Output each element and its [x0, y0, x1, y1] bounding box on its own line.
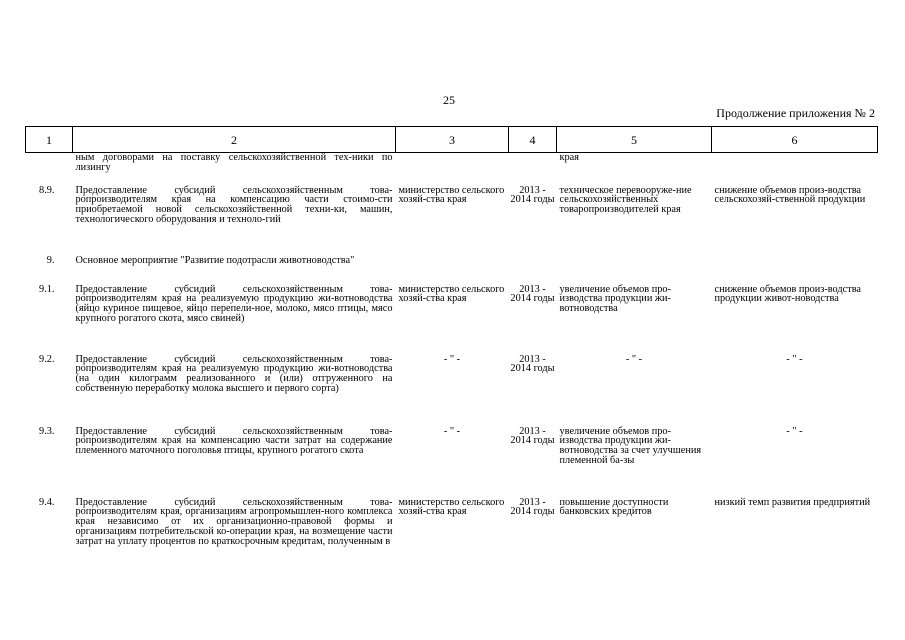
- consequence-text: увеличение объемов про-изводства продукции жи-вотноводства за счет улучшения племенной ба-зы: [559, 425, 702, 466]
- table-row: [26, 256, 878, 285]
- result-text: [712, 153, 878, 186]
- table-row: [26, 153, 878, 186]
- executor-text: министерство сельского хозяй-ства края: [398, 496, 505, 518]
- section-title: Основное мероприятие "Развитие подотрасли животноводства": [75, 254, 355, 266]
- page-number: 25: [443, 93, 455, 107]
- executor-text: - " -: [443, 353, 461, 365]
- row-number: [26, 153, 73, 186]
- table-row: [26, 186, 878, 256]
- measure-text: Предоставление субсидий сельскохозяйственным това-ропроизводителям края на компенсацию части стоимо-сти приобретаемой новой сельскохозяйственной техни-ки, машин, технологического оборудования и техноло-гий: [75, 184, 393, 225]
- table-row: [26, 427, 878, 498]
- header-col-5: 5: [557, 127, 712, 153]
- result-text: снижение объемов произ-водства продукции живот-новодства: [714, 283, 861, 305]
- measure-text: ным договорами на поставку сельскохозяйственной тех-ники по лизингу: [75, 152, 393, 173]
- row-number: 9.2.: [39, 353, 55, 365]
- period-text: [509, 153, 557, 186]
- consequence-text: повышение доступности банковских кредитов: [559, 496, 669, 518]
- row-number: 8.9.: [39, 184, 55, 196]
- period-text: 2013 - 2014 годы: [510, 353, 555, 375]
- row-number: 9.3.: [39, 425, 55, 437]
- result-text: снижение объемов произ-водства сельскохозяй-ственной продукции: [714, 184, 866, 206]
- appendix-continuation-label: Продолжение приложения № 2: [716, 106, 875, 120]
- executor-text: министерство сельского хозяй-ства края: [398, 184, 505, 206]
- executor-text: [396, 153, 509, 186]
- result-text: - " -: [786, 353, 803, 365]
- result-text: низкий темп развития предприятий: [714, 496, 871, 508]
- header-col-3: 3: [396, 127, 509, 153]
- measure-text: Предоставление субсидий сельскохозяйственным това-ропроизводителям края на реализуемую продукцию жи-вотноводства (яйцо куриное пищевое, яйцо перепели-ное, молоко, мясо птицы, мясо крупного рогатого скота, мясо свиней): [75, 283, 393, 324]
- executor-text: министерство сельского хозяй-ства края: [398, 283, 505, 305]
- table-header-row: [26, 127, 878, 153]
- executor-text: - " -: [443, 425, 461, 437]
- header-col-4: 4: [509, 127, 557, 153]
- measure-text: Предоставление субсидий сельскохозяйственным това-ропроизводителям края на реализуемую продукцию жи-вотноводства (на один килограмм реализованного и (или) отгруженного на собственную переработку молока высшего и первого сорта): [75, 353, 393, 394]
- consequence-text: края: [559, 152, 579, 163]
- header-col-1: 1: [26, 127, 73, 153]
- period-text: 2013 - 2014 годы: [510, 184, 555, 206]
- consequence-text: увеличение объемов про-изводства продукции жи-вотноводства: [559, 283, 671, 315]
- row-number: 9.: [46, 254, 55, 266]
- program-measures-table: [25, 126, 877, 568]
- consequence-text: техническое перевооруже-ние сельскохозяйственных товаропроизводителей края: [559, 184, 692, 216]
- header-col-6: 6: [712, 127, 878, 153]
- period-text: 2013 - 2014 годы: [510, 425, 555, 447]
- period-text: 2013 - 2014 годы: [510, 283, 555, 305]
- result-text: - " -: [786, 425, 803, 437]
- consequence-text: - " -: [625, 353, 643, 365]
- row-number: 9.4.: [39, 496, 55, 508]
- table-row: [26, 285, 878, 355]
- row-number: 9.1.: [39, 283, 55, 295]
- measure-text: Предоставление субсидий сельскохозяйственным това-ропроизводителям края на компенсацию части затрат на содержание племенного маточного поголовья птицы, крупного рогатого скота: [75, 425, 393, 457]
- table-row: [26, 498, 878, 568]
- measure-text: Предоставление субсидий сельскохозяйственным това-ропроизводителям края, организациям агропромышлен-ного комплекса края независимо от их организационно-правовой формы и организациям потребительской ко-операции края, на возмещение части затрат на уплату процентов по краткосрочным кредитам, полученным в: [75, 496, 393, 547]
- measures-table: [25, 126, 878, 568]
- period-text: 2013 - 2014 годы: [510, 496, 555, 518]
- header-col-2: 2: [73, 127, 396, 153]
- table-row: [26, 355, 878, 427]
